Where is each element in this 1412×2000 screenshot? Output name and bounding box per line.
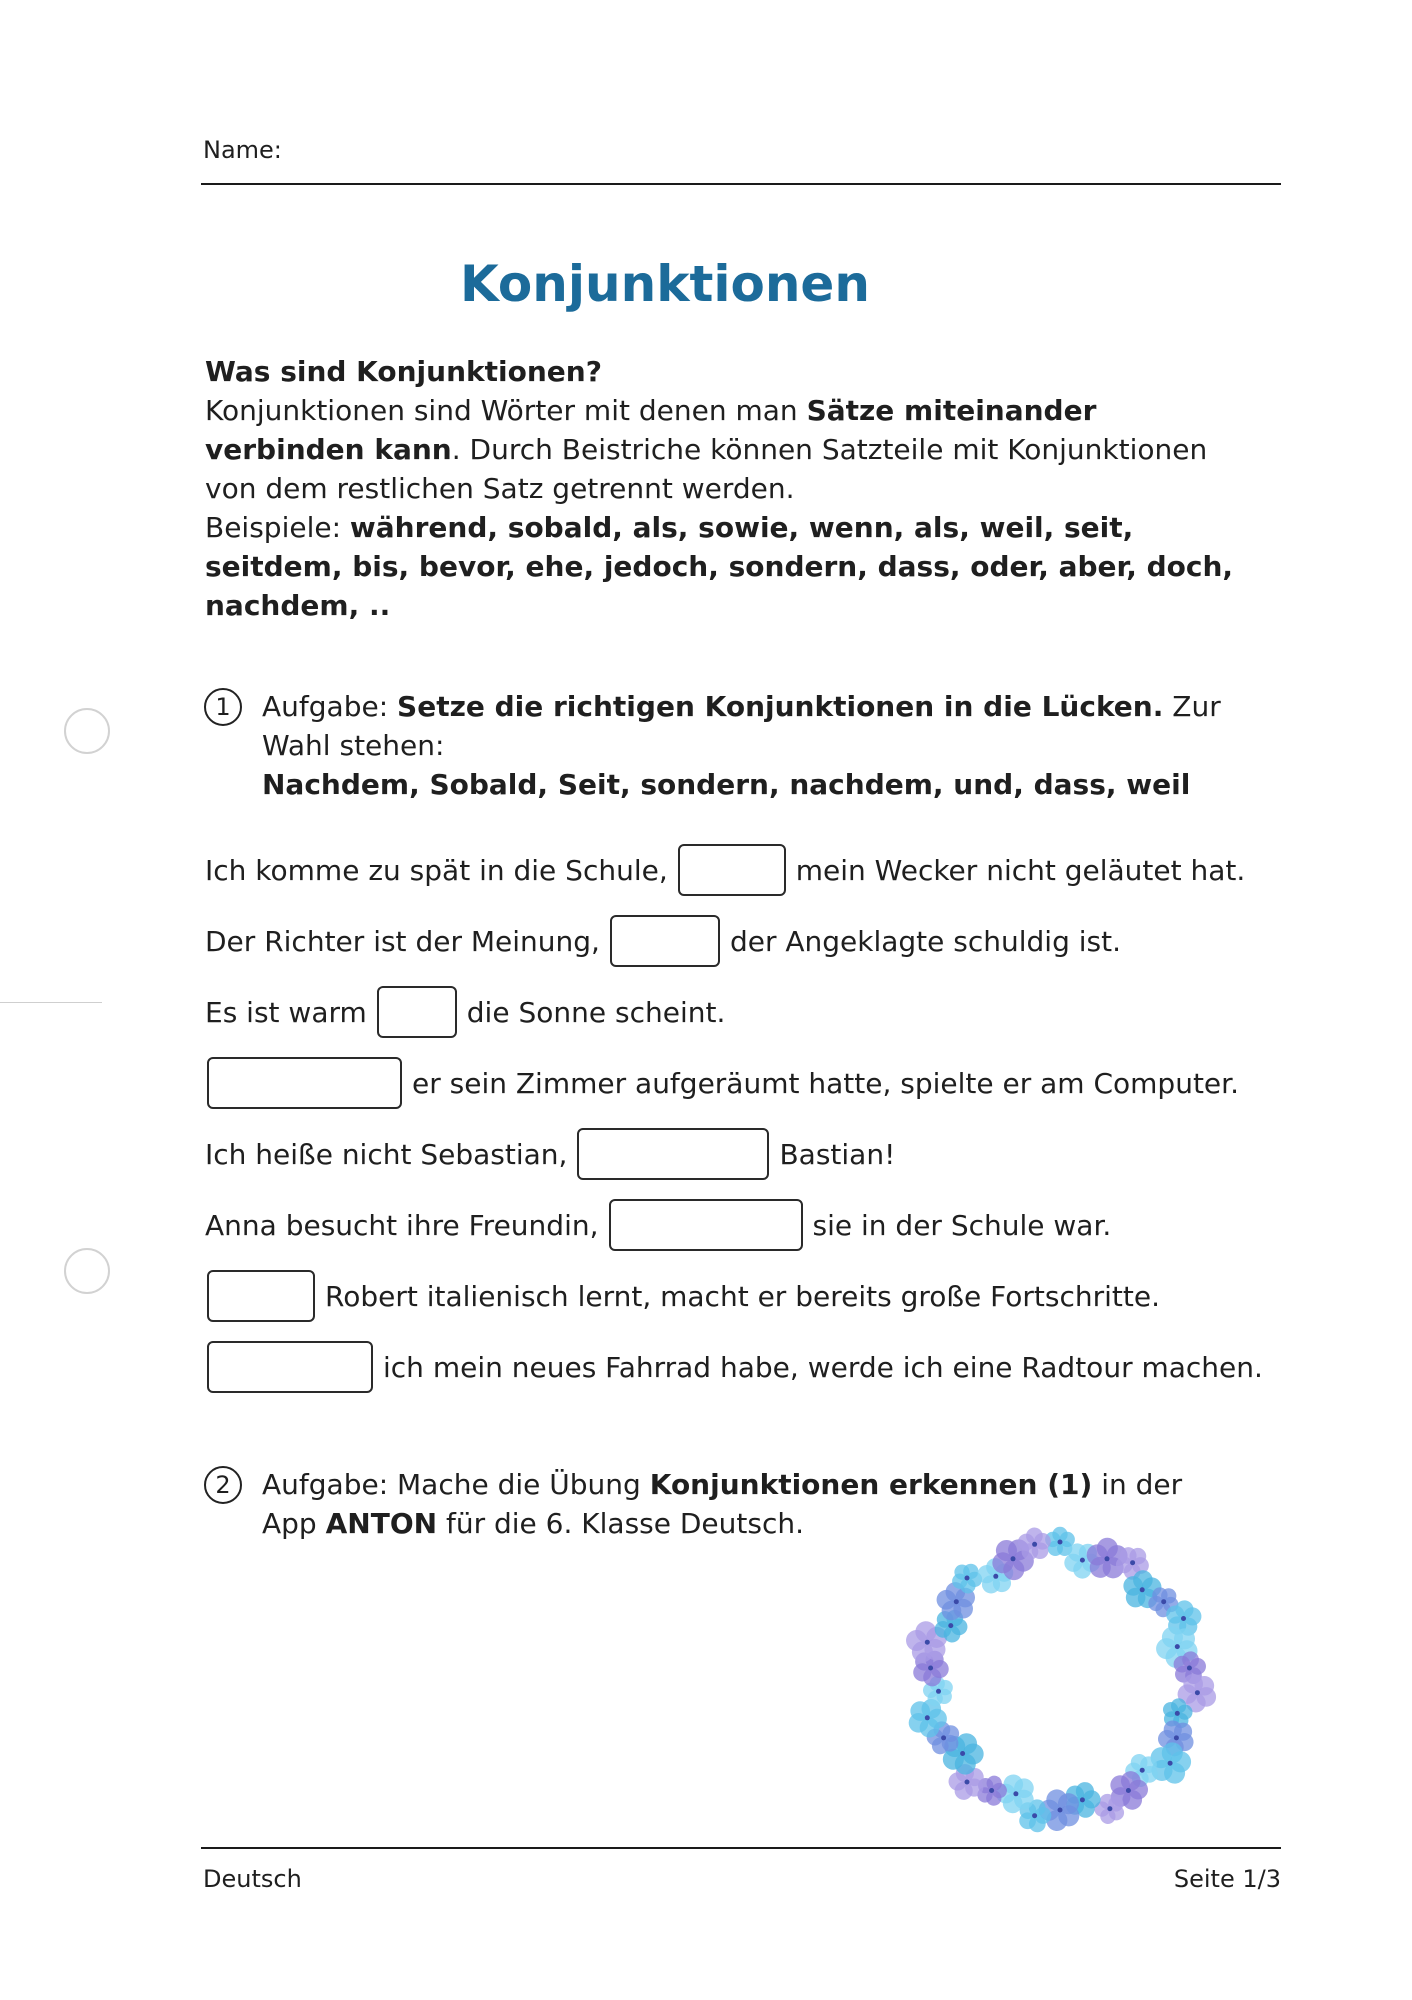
wreath-flower-center — [1175, 1644, 1180, 1649]
sentence-after: mein Wecker nicht geläutet hat. — [795, 853, 1246, 887]
wreath-flower-center — [1174, 1735, 1179, 1740]
fold-mark — [0, 1002, 102, 1003]
sentence-after: die Sonne scheint. — [466, 995, 726, 1029]
wreath-flower-center — [965, 1780, 970, 1785]
task1-number: 1 — [204, 688, 242, 726]
task1-choices: Nachdem, Sobald, Seit, sondern, nachdem, und, dass, weil — [262, 768, 1191, 801]
intro-section — [205, 352, 1265, 625]
sentence-after: Bastian! — [779, 1137, 896, 1171]
task2-instruction: Aufgabe: Mache die Übung Konjunktionen erkennen (1) in der App ANTON für die 6. Klasse Deutsch. — [262, 1468, 1183, 1540]
wreath-flower-center — [1175, 1711, 1180, 1716]
wreath-flower-center — [989, 1788, 994, 1793]
answer-gap[interactable] — [610, 915, 720, 967]
sentence-row — [205, 1055, 1239, 1111]
intro-examples: Beispiele: während, sobald, als, sowie, wenn, als, weil, seit, seitdem, bis, bevor, ehe, jedoch, sondern, dass, oder, aber, doch, nachdem, .. — [205, 511, 1234, 622]
answer-gap[interactable] — [678, 844, 786, 896]
wreath-flower-center — [1013, 1791, 1018, 1796]
wreath-flower-center — [1011, 1556, 1016, 1561]
answer-gap[interactable] — [577, 1128, 769, 1180]
wreath-flower-center — [1140, 1587, 1145, 1592]
punch-hole-top — [64, 708, 110, 754]
wreath-flower-center — [936, 1689, 941, 1694]
sentence-before: Ich heiße nicht Sebastian, — [205, 1137, 568, 1171]
sentence-row — [205, 1197, 1111, 1253]
sentence-row — [205, 913, 1121, 969]
sentence-row — [205, 842, 1245, 898]
wreath-flower-center — [1168, 1761, 1173, 1766]
wreath-flower-center — [1105, 1556, 1110, 1561]
wreath-flower-center — [1032, 1542, 1037, 1547]
wreath-flower-center — [965, 1576, 970, 1581]
page-title: Konjunktionen — [460, 255, 870, 313]
wreath-flower-center — [925, 1715, 930, 1720]
wreath-flower-center — [1080, 1797, 1085, 1802]
footer-page-number: Seite 1/3 — [1173, 1865, 1281, 1893]
name-label: Name: — [203, 136, 282, 164]
footer-subject: Deutsch — [203, 1865, 302, 1893]
answer-gap[interactable] — [207, 1341, 373, 1393]
answer-gap[interactable] — [377, 986, 457, 1038]
wreath-flower-center — [960, 1751, 965, 1756]
wreath-flower-center — [993, 1574, 998, 1579]
wreath-flower-center — [928, 1666, 933, 1671]
footer-line — [201, 1847, 1281, 1849]
wreath-flower-center — [1032, 1813, 1037, 1818]
sentence-before: Anna besucht ihre Freundin, — [205, 1208, 599, 1242]
task1-instruction: Aufgabe: Setze die richtigen Konjunktionen in die Lücken. Zur Wahl stehen: Nachdem, Sobald, Seit, sondern, nachdem, und, dass, weil — [262, 690, 1221, 801]
wreath-flower-center — [1107, 1806, 1112, 1811]
intro-heading: Was sind Konjunktionen? — [205, 355, 602, 388]
sentence-row — [205, 1126, 895, 1182]
wreath-flower-center — [925, 1640, 930, 1645]
sentence-row — [205, 984, 725, 1040]
intro-paragraph: Konjunktionen sind Wörter mit denen man Sätze miteinander verbinden kann. Durch Beistriche können Satzteile mit Konjunktionen von dem restlichen Satz getrennt werden. — [205, 394, 1208, 505]
sentence-row — [205, 1268, 1160, 1324]
flower-wreath-image — [900, 1520, 1220, 1840]
wreath-flower-center — [1187, 1666, 1192, 1671]
answer-gap[interactable] — [207, 1270, 315, 1322]
wreath-flower-center — [1181, 1616, 1186, 1621]
wreath-flower-center — [941, 1735, 946, 1740]
punch-hole-bottom — [64, 1248, 110, 1294]
sentence-before: Der Richter ist der Meinung, — [205, 924, 600, 958]
wreath-flower-center — [1140, 1768, 1145, 1773]
answer-gap[interactable] — [609, 1199, 803, 1251]
wreath-flower-center — [954, 1599, 959, 1604]
wreath-flower-center — [1195, 1690, 1200, 1695]
sentence-after: er sein Zimmer aufgeräumt hatte, spielte er am Computer. — [412, 1066, 1239, 1100]
task2-number: 2 — [204, 1466, 242, 1504]
answer-gap[interactable] — [207, 1057, 402, 1109]
wreath-flower-center — [1126, 1788, 1131, 1793]
sentence-row — [205, 1339, 1263, 1395]
wreath-flower-center — [948, 1623, 953, 1628]
sentence-before: Es ist warm — [205, 995, 367, 1029]
sentence-after: Robert italienisch lernt, macht er bereits große Fortschritte. — [325, 1279, 1160, 1313]
wreath-flower-center — [1161, 1599, 1166, 1604]
sentence-after: ich mein neues Fahrrad habe, werde ich eine Radtour machen. — [383, 1350, 1263, 1384]
name-line — [201, 183, 1281, 185]
sentence-after: der Angeklagte schuldig ist. — [729, 924, 1122, 958]
sentence-before: Ich komme zu spät in die Schule, — [205, 853, 668, 887]
wreath-flower-center — [1058, 1808, 1063, 1813]
sentence-after: sie in der Schule war. — [812, 1208, 1112, 1242]
wreath-flower-center — [1130, 1560, 1135, 1565]
wreath-flower-center — [1080, 1558, 1085, 1563]
wreath-flower-center — [1058, 1540, 1063, 1545]
